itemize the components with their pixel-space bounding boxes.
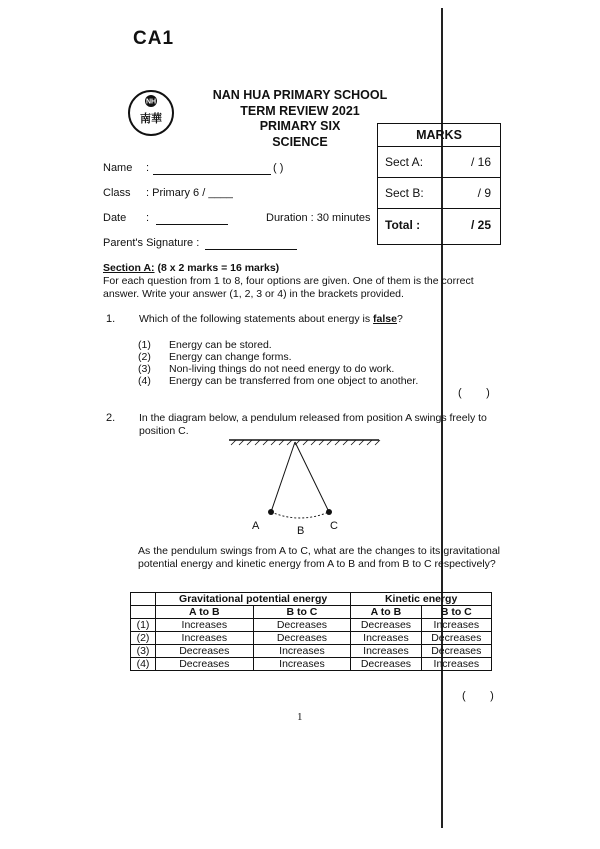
table-cell: Increases [156,632,254,645]
ke-header: Kinetic energy [351,593,492,606]
row-number: (4) [131,658,156,671]
q1-text-end: ? [396,313,403,325]
marks-label: Sect A: [385,155,424,169]
table-cell: Decreases [421,632,491,645]
duration: Duration : 30 minutes [266,212,371,224]
gpe-header: Gravitational potential energy [156,593,351,606]
table-cell: Decreases [351,619,421,632]
row-number: (3) [131,645,156,658]
q1-option [138,351,292,363]
table-cell: Decreases [156,658,254,671]
option-text: Energy can be stored. [169,339,272,351]
q1-option [138,375,418,387]
page-number: 1 [297,711,303,723]
table-cell: Increases [253,658,351,671]
q1-option [138,339,272,351]
level: PRIMARY SIX [259,119,341,133]
exam-title: TERM REVIEW 2021 [240,103,360,118]
q1-emphasis: false [373,313,397,325]
option-text: Non-living things do not need energy to do work. [169,363,395,375]
table-cell: Increases [421,619,491,632]
table-cell: Increases [351,632,421,645]
class-value: : Primary 6 / ____ [146,187,233,199]
marks-value: / 9 [477,186,491,200]
table-cell: Decreases [351,658,421,671]
ca-label: CA1 [133,28,175,49]
q2-stem: In the diagram below, a pendulum released from position A swings freely to position C. [139,412,487,437]
name-colon: : [146,162,150,174]
school-name: NAN HUA PRIMARY SCHOOL [212,88,388,102]
table-cell: Increases [421,658,491,671]
sub-header: B to C [253,606,351,619]
sub-header: B to C [421,606,491,619]
q1-option [138,363,394,375]
marks-row-sect-b [378,178,500,209]
name-field[interactable] [153,163,271,175]
row-number: (1) [131,619,156,632]
string-at-c [295,442,329,512]
q2-question: As the pendulum swings from A to C, what are the changes to its gravitational potential energy and kinetic energy from A to B and from B to C respectively? [138,545,500,570]
table-sub-header-row [131,606,492,619]
table-corner [131,606,156,619]
option-number: (4) [138,375,151,387]
marks-value: / 16 [470,155,491,169]
option-number: (2) [138,351,151,363]
section-instructions: For each question from 1 to 8, four options are given. One of them is the correct answer. Write your answer (1, 2, 3 or 4) in the brackets provided. [103,275,474,300]
date-label: Date [103,212,127,224]
section-marks: (8 x 2 marks = 16 marks) [157,262,280,274]
section-a-heading [103,262,503,275]
table-cell: Increases [351,645,421,658]
swing-path [271,512,329,518]
sub-header: A to B [351,606,421,619]
parent-signature-label: Parent's Signature : [103,237,200,249]
table-cell: Increases [253,645,351,658]
table-cell: Increases [156,619,254,632]
marks-box [377,123,501,245]
pendulum-diagram [225,436,385,536]
table-corner [131,593,156,606]
school-header [200,88,400,150]
sub-header: A to B [156,606,254,619]
marks-value: / 25 [470,218,491,232]
string-at-a [271,442,295,512]
bob-a [268,509,274,515]
q1-text: Which of the following statements about energy is [139,313,374,325]
q2-options-table [130,592,492,671]
table-row [131,619,492,632]
date-colon: : [146,212,150,224]
q2-number: 2. [106,412,116,424]
option-text: Energy can be transferred from one object to another. [169,375,419,387]
class-label: Class [103,187,131,199]
table-row [131,645,492,658]
table-cell: Decreases [253,619,351,632]
label-a: A [252,520,260,532]
index-bracket: ( ) [273,162,284,174]
row-number: (2) [131,632,156,645]
table-cell: Decreases [156,645,254,658]
svg-text:NH: NH [145,98,157,106]
marks-title: MARKS [378,124,500,147]
label-b: B [297,525,305,537]
name-label: Name [103,162,133,174]
bob-c [326,509,332,515]
option-number: (3) [138,363,151,375]
section-title: Section A: [103,262,155,274]
table-cell: Decreases [421,645,491,658]
marks-row-sect-a [378,147,500,178]
table-row [131,658,492,671]
q1-number: 1. [106,313,116,325]
table-row [131,632,492,645]
option-number: (1) [138,339,151,351]
q1-stem [139,313,499,326]
parent-signature-field[interactable] [205,238,297,250]
option-text: Energy can change forms. [169,351,292,363]
table-group-header-row [131,593,492,606]
school-logo [127,89,175,137]
table-cell: Decreases [253,632,351,645]
marks-label: Sect B: [385,186,424,200]
svg-text:南華: 南華 [140,112,162,125]
q2-answer-bracket[interactable]: ( ) [462,690,494,702]
marks-row-total [378,209,500,241]
marks-label: Total : [385,218,421,232]
label-c: C [330,520,338,532]
date-field[interactable] [156,213,228,225]
subject: SCIENCE [272,134,328,149]
q1-answer-bracket[interactable]: ( ) [458,387,490,399]
